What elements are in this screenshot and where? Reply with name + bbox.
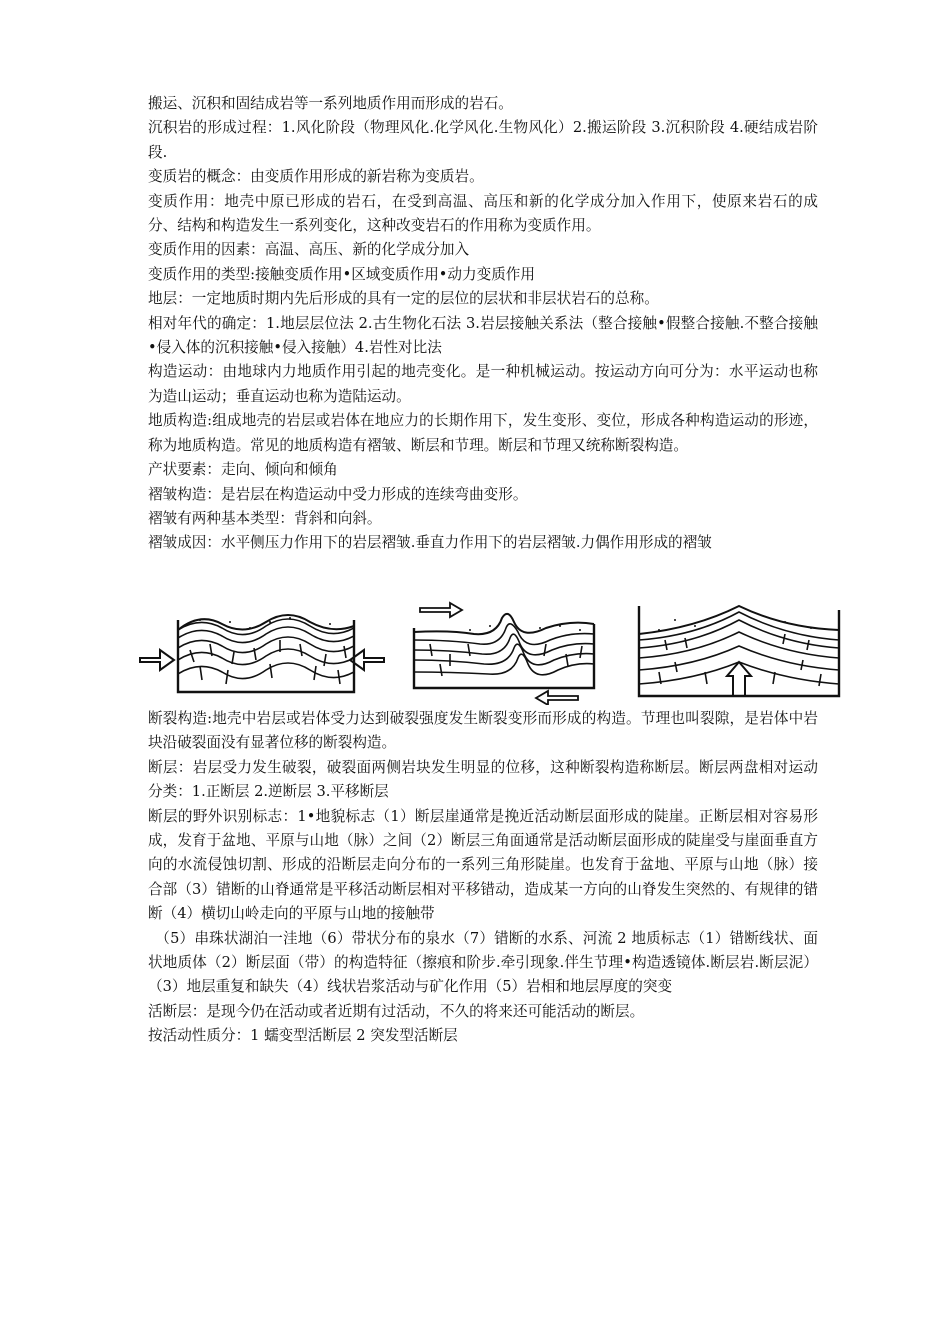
paragraph: 变质岩的概念：由变质作用形成的新岩称为变质岩。 bbox=[148, 168, 484, 186]
paragraph: 产状要素：走向、倾向和倾角 bbox=[148, 461, 338, 479]
paragraph: （5）串珠状湖泊一洼地（6）带状分布的泉水（7）错断的水系、河流 2 地质标志（1）错断线状、面状地质体（2）断层面（带）的构造特征（擦痕和阶步.牵引现象.伴生节理•构造透镜体.断层岩.断层泥）（3）地层重复和缺失（4）线状岩浆活动与矿化作用（5）岩相和地层厚度的突变 bbox=[148, 929, 818, 996]
paragraph: 相对年代的确定：1.地层层位法 2.古生物化石法 3.岩层接触关系法（整合接触•假整合接触.不整合接触•侵入体的沉积接触•侵入接触）4.岩性对比法 bbox=[148, 314, 818, 357]
paragraph: 地层：一定地质时期内先后形成的具有一定的层位的层状和非层状岩石的总称。 bbox=[148, 290, 659, 308]
paragraph: 褶皱构造：是岩层在构造运动中受力形成的连续弯曲变形。 bbox=[148, 485, 528, 503]
paragraph: 变质作用：地壳中原已形成的岩石，在受到高温、高压和新的化学成分加入作用下，使原来岩石的成分、结构和构造发生一系列变化，这种改变岩石的作用称为变质作用。 bbox=[148, 192, 818, 235]
paragraph: 褶皱成因：水平侧压力作用下的岩层褶皱.垂直力作用下的岩层褶皱.力偶作用形成的褶皱 bbox=[148, 534, 712, 552]
fold-vertical-force-diagram bbox=[635, 600, 845, 700]
paragraph: 变质作用的类型:接触变质作用•区域变质作用•动力变质作用 bbox=[148, 265, 535, 283]
paragraph: 活断层：是现今仍在活动或者近期有过活动，不久的将来还可能活动的断层。 bbox=[148, 1002, 645, 1020]
paragraph: 断裂构造:地壳中岩层或岩体受力达到破裂强度发生断裂变形而形成的构造。节理也叫裂隙，是岩体中岩块沿破裂面没有显著位移的断裂构造。 bbox=[148, 710, 818, 752]
paragraph: 沉积岩的形成过程：1.风化阶段（物理风化.化学风化.生物风化）2.搬运阶段 3.沉积阶段 4.硬结成岩阶段. bbox=[148, 119, 818, 161]
paragraph: 构造运动：由地球内力地质作用引起的地壳变化。是一种机械运动。按运动方向可分为：水平运动也称为造山运动；垂直运动也称为造陆运动。 bbox=[148, 363, 818, 405]
paragraph: 地质构造:组成地壳的岩层或岩体在地应力的长期作用下，发生变形、变位，形成各种构造运动的形迹，称为地质构造。常见的地质构造有褶皱、断层和节理。断层和节理又统称断裂构造。 bbox=[148, 412, 818, 454]
paragraph: 按活动性质分：1 蠕变型活断层 2 突发型活断层 bbox=[148, 1027, 458, 1045]
paragraph: 搬运、沉积和固结成岩等一系列地质作用而形成的岩石。 bbox=[148, 95, 513, 112]
paragraph: 褶皱有两种基本类型：背斜和向斜。 bbox=[148, 509, 382, 527]
fold-horizontal-compression-diagram bbox=[130, 600, 390, 700]
paragraph: 断层的野外识别标志：1•地貌标志（1）断层崖通常是挽近活动断层面形成的陡崖。正断层相对容易形成，发育于盆地、平原与山地（脉）之间（2）断层三角面通常是活动断层面形成的陡崖受与崖面垂直方向的水流侵蚀切割、形成的沿断层走向分布的一系列三角形陡崖。也发育于盆地、平原与山地（脉）接合部（3）错断的山脊通常是平移活动断层相对平移错动，造成某一方向的山脊发生突然的、有规律的错断（4）横切山岭走向的平原与山地的接触带 bbox=[148, 807, 818, 923]
text-block-top bbox=[148, 92, 818, 556]
paragraph: 变质作用的因素：高温、高压、新的化学成分加入 bbox=[148, 241, 470, 259]
fold-force-couple-diagram bbox=[410, 600, 600, 705]
fold-diagrams bbox=[130, 600, 850, 705]
text-block-bottom bbox=[148, 707, 818, 1049]
paragraph: 断层：岩层受力发生破裂，破裂面两侧岩块发生明显的位移，这种断裂构造称断层。断层两盘相对运动分类：1.正断层 2.逆断层 3.平移断层 bbox=[148, 758, 818, 801]
